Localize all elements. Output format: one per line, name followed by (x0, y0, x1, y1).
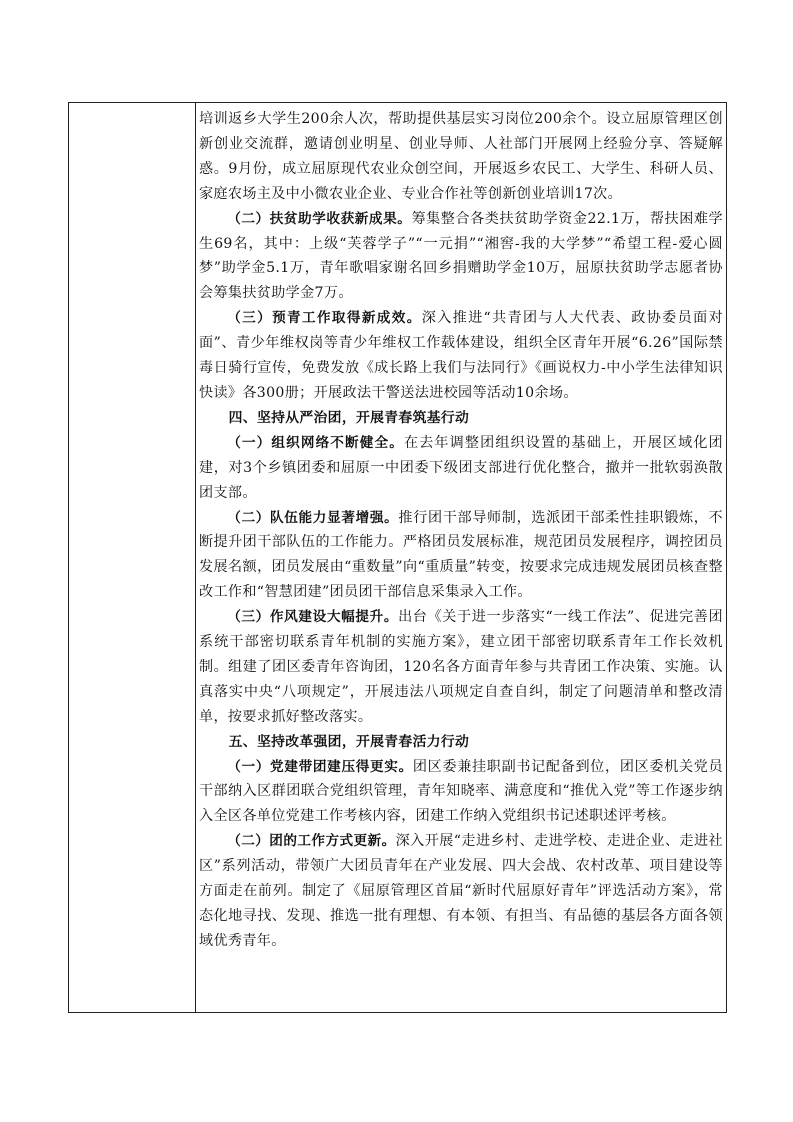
paragraph-text: 深入开展“走进乡村、走进学校、走进企业、走进社区”系列活动，带领广大团员青年在产业发展、四大会战、农村改革、项目建设等方面走在前列。制定了《屈原管理区首届“新时代屈原好青年”评选活动方案》，常态化地寻找、发现、推选一批有理想、有本领、有担当、有品德的基层各方面各领域优秀青年。 (199, 833, 723, 949)
paragraph-text: 出台《关于进一步落实“一线工作法”、促进完善团系统干部密切联系青年机制的实施方案》，建立团干部密切联系青年工作长效机制。组建了团区委青年咨询团，120名各方面青年参与共青团工作决策、实施。认真落实中央“八项规定”，开展违法八项规定自查自纠，制定了问题清单和整改清单，按要求抓好整改落实。 (199, 609, 723, 725)
paragraph-text: 深入推进“共青团与人大代表、政协委员面对面”、青少年维权岗等青少年维权工作载体建设，组织全区青年开展“6.26”国际禁毒日骑行宣传，免费发放《成长路上我们与法同行》《画说权力-中小学生法律知识快读》各300册；开展政法干警送法进校园等活动10余场。 (199, 310, 723, 401)
paragraph-label: （二）队伍能力显著增强。 (227, 509, 399, 526)
paragraph-label: （三）预青工作取得新成效。 (227, 310, 422, 327)
label-column (69, 103, 196, 1012)
paragraph-label: （二）扶贫助学收获新成果。 (227, 210, 412, 227)
content-cell (196, 103, 726, 1012)
paragraph-organization-network (199, 431, 723, 506)
paragraph-youth-prevention (199, 306, 723, 406)
paragraph-text: 在去年调整团组织设置的基础上，开展区域化团建，对3个乡镇团委和屈原一中团委下级团支部进行优化整合，撤并一批软弱涣散团支部。 (199, 434, 723, 501)
paragraph-work-style (199, 605, 723, 730)
paragraph-text: 团区委兼挂职副书记配备到位，团区委机关党员干部纳入区群团联合党组织管理，青年知晓率、满意度和“推优入党”等工作逐步纳入全区各单位党建工作考核内容，团建工作纳入党组织书记述职述评考核。 (199, 758, 723, 825)
paragraph-label: （一）组织网络不断健全。 (227, 434, 404, 451)
report-table (68, 102, 727, 1013)
section-heading-5: 五、坚持改革强团，开展青春活力行动 (228, 733, 470, 750)
paragraph-label: （二）团的工作方式更新。 (227, 833, 396, 850)
section-heading-4: 四、坚持从严治团，开展青春筑基行动 (228, 409, 470, 426)
paragraph-text: 筹集整合各类扶贫助学资金22.1万，帮扶困难学生69名，其中：上级“芙蓉学子”“一元捐”“湘窖-我的大学梦”“希望工程-爱心圆梦”助学金5.1万，青年歌唱家谢名回乡捐赠助学金10万，屈原扶贫助学志愿者协会筹集扶贫助学金7万。 (199, 210, 723, 302)
intro-paragraph: 培训返乡大学生200余人次，帮助提供基层实习岗位200余个。设立屈原管理区创新创业交流群，邀请创业明星、创业导师、人社部门开展网上经验分享、答疑解惑。9月份，成立屈原现代农业众创空间，开展返乡农民工、大学生、科研人员、家庭农场主及中小微农业企业、专业合作社等创新创业培训17次。 (199, 111, 723, 202)
paragraph-label: （三）作风建设大幅提升。 (227, 609, 399, 626)
paragraph-team-capability (199, 506, 723, 606)
paragraph-party-building (199, 755, 723, 830)
paragraph-label: （一）党建带团建压得更实。 (227, 758, 413, 775)
paragraph-work-method (199, 829, 723, 954)
paragraph-poverty-aid (199, 207, 723, 307)
paragraph-text: 推行团干部导师制，选派团干部柔性挂职锻炼，不断提升团干部队伍的工作能力。严格团员发展标准，规范团员发展程序，调控团员发展名额，团员发展由“重数量”向“重质量”转变，按要求完成违规发展团员核查整改工作和“智慧团建”团员团干部信息采集录入工作。 (199, 509, 724, 601)
